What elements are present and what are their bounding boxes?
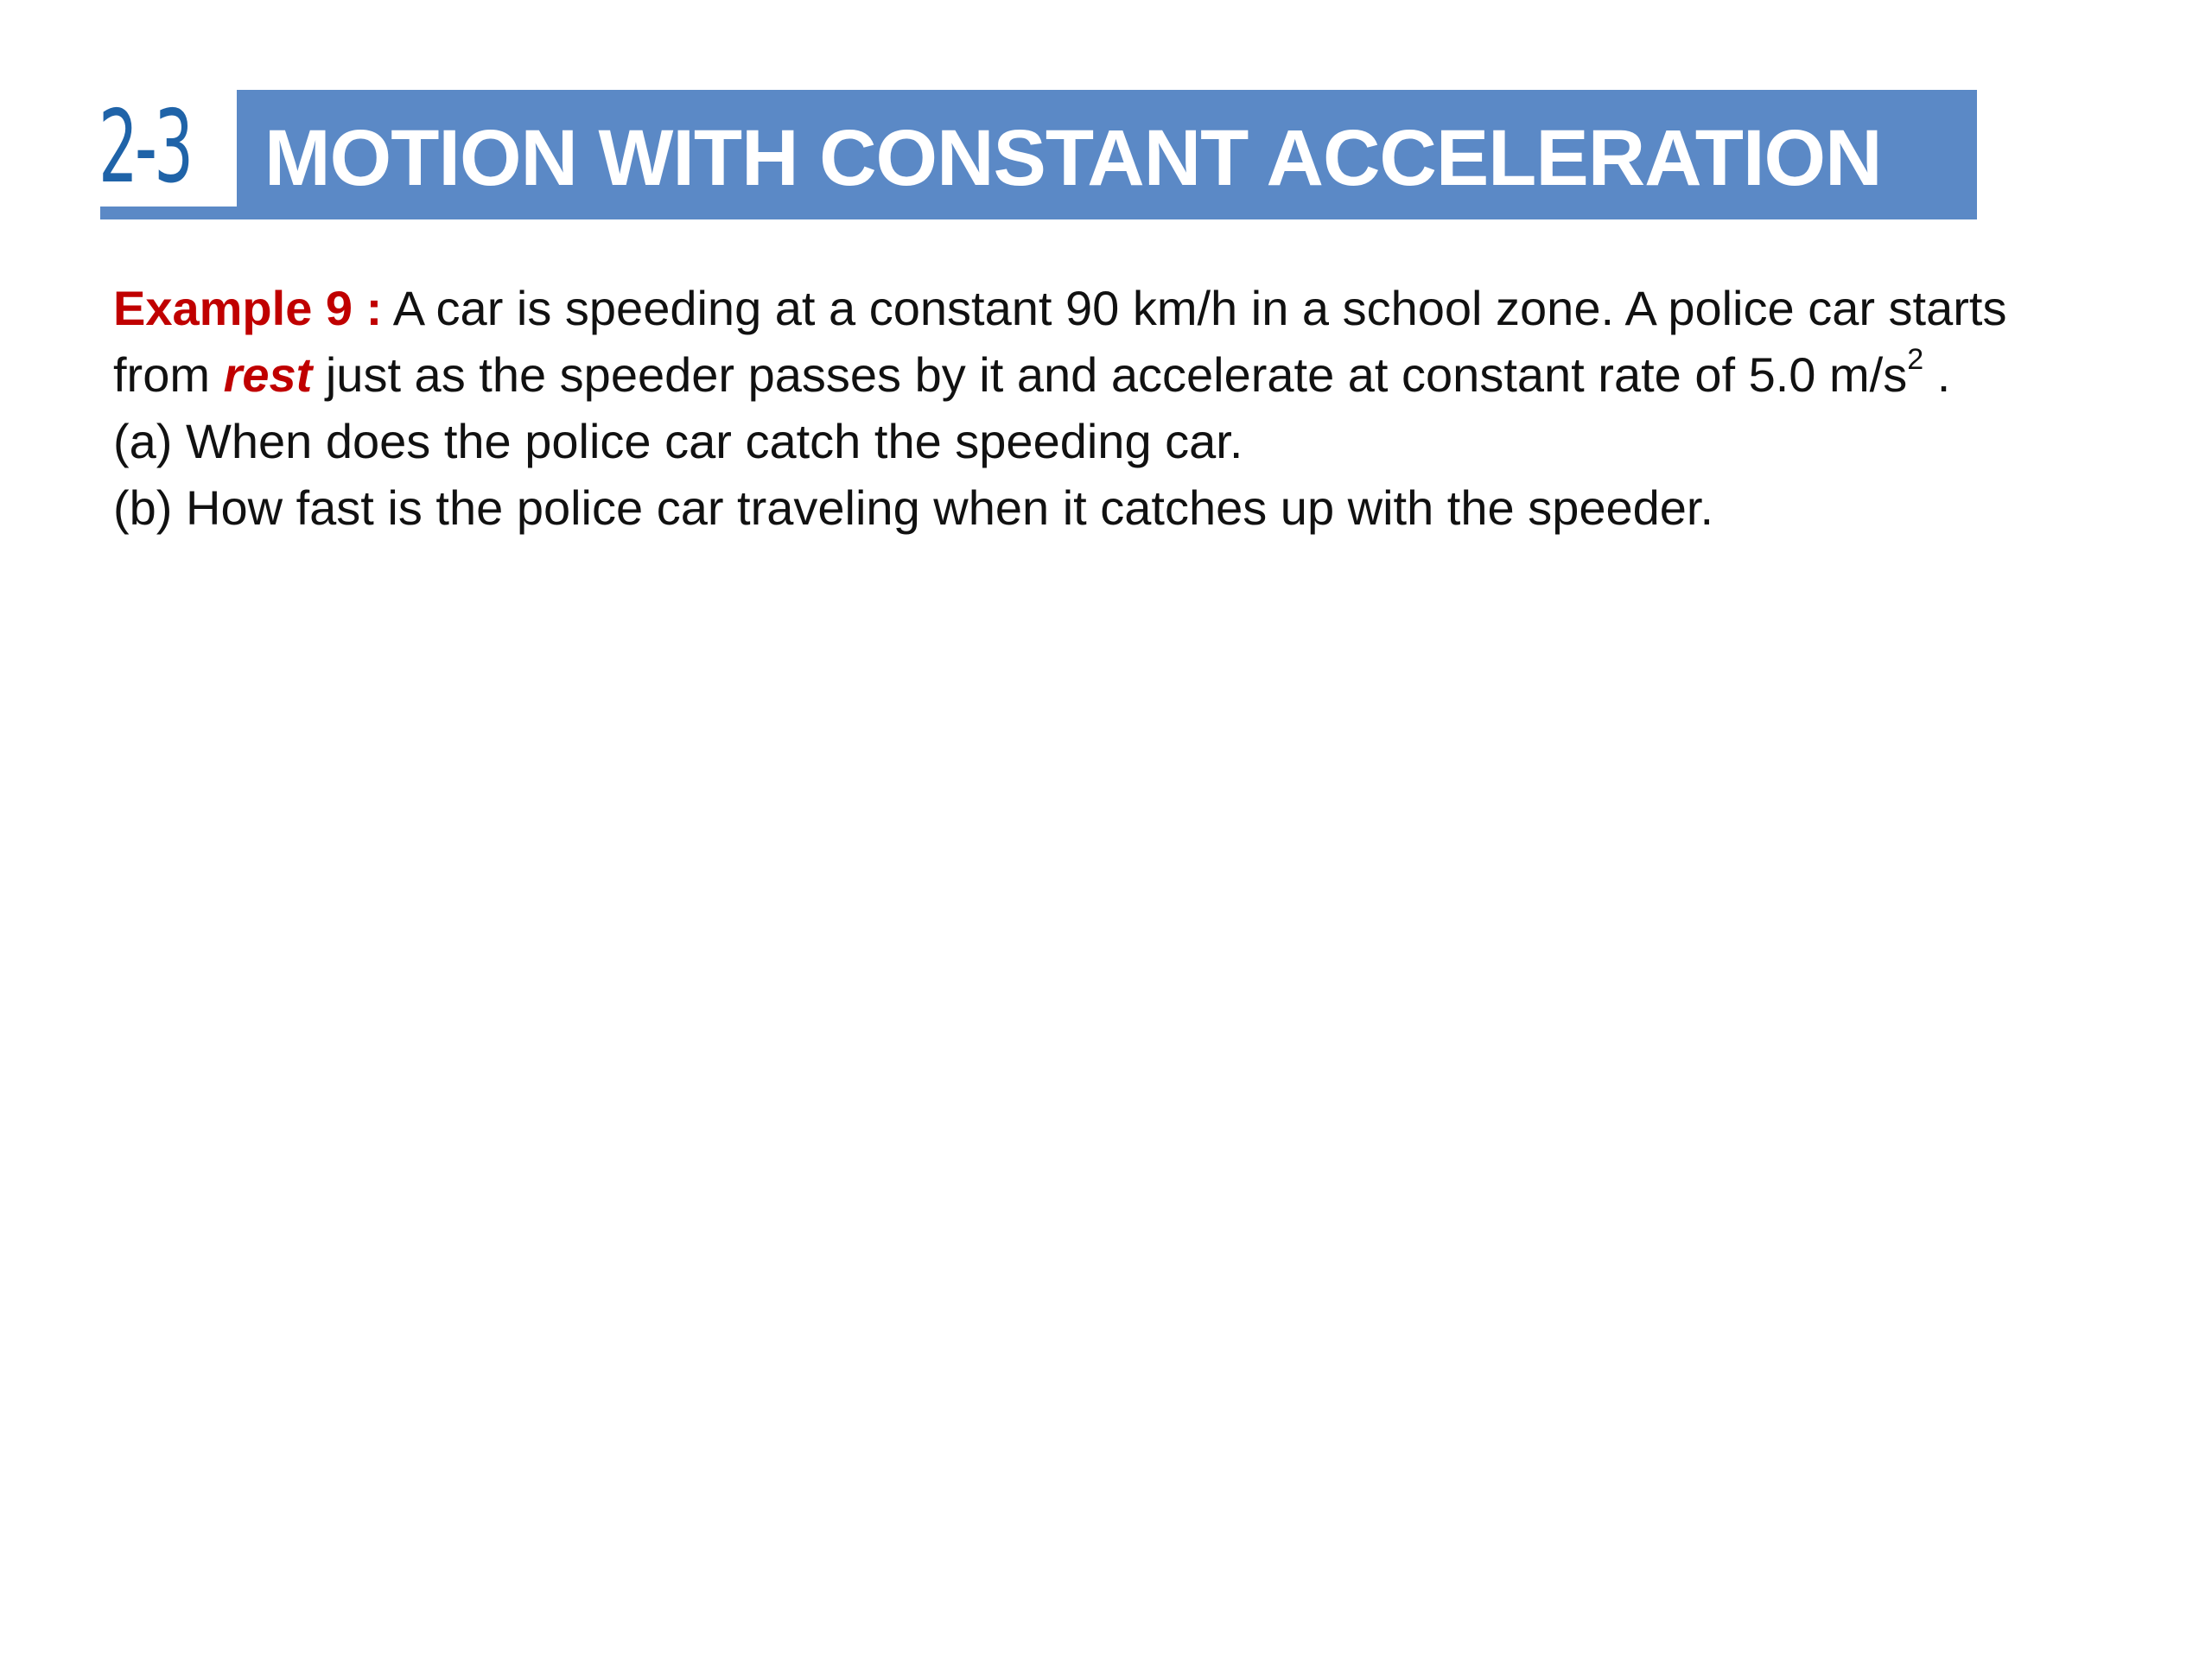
example-line-2-text: just as the speeder passes by it and accelerate at constant rate of 5.0 m/s: [312, 347, 1908, 402]
example-line-2: [113, 341, 2118, 408]
section-number: 2-3: [99, 89, 191, 206]
example-line-2-prefix: from: [113, 347, 224, 402]
example-line-1: [113, 275, 2118, 341]
question-a: (a) When does the police car catch the speeding car.: [113, 414, 1243, 468]
question-b: (b) How fast is the police car traveling when it catches up with the speeder.: [113, 480, 1714, 535]
exponent: 2: [1907, 343, 1924, 376]
example-label: Example 9 :: [113, 281, 383, 335]
emphasis-word: rest: [223, 347, 313, 402]
example-line-1-text: A car is speeding at a constant 90 km/h in a school zone. A police car starts: [382, 281, 2007, 335]
example-line-2-suffix: .: [1923, 347, 1951, 402]
title-banner: [237, 90, 1977, 219]
example-text-block: [113, 275, 2118, 541]
slide-title: MOTION WITH CONSTANT ACCELERATION: [264, 113, 1882, 202]
